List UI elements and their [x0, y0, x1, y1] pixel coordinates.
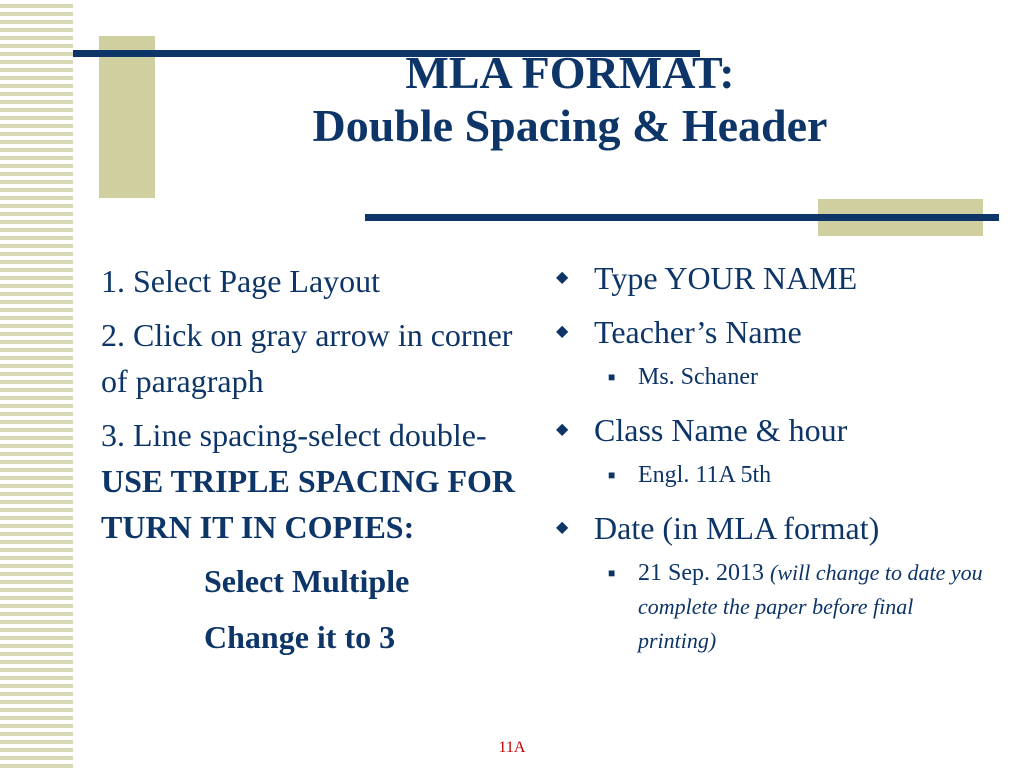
item-text: Teacher’s Name	[594, 314, 802, 350]
list-item	[556, 258, 996, 298]
right-column	[556, 258, 996, 674]
title-line-2: Double Spacing & Header	[312, 100, 828, 151]
slide-title	[200, 46, 940, 152]
diamond-bullet-icon: ◆	[556, 269, 569, 286]
decorative-tan-block-top	[99, 36, 155, 198]
sub-list-item	[556, 458, 996, 492]
indent-line-2: Change it to 3	[204, 619, 396, 655]
sub-list-item	[556, 556, 996, 658]
sub-item-note: (will change to date you complete the paper before final printing)	[638, 560, 983, 653]
footer-label: 11A	[498, 739, 526, 756]
square-bullet-icon: ■	[608, 468, 616, 482]
title-line-1: MLA FORMAT:	[405, 47, 735, 98]
item-text: Type YOUR NAME	[594, 260, 858, 296]
step-1: 1. Select Page Layout	[101, 263, 381, 299]
step-3-text: 3. Line spacing-select double-	[101, 417, 487, 453]
sub-item-text: Engl. 11A 5th	[638, 462, 772, 488]
item-text: Class Name & hour	[594, 412, 848, 448]
diamond-bullet-icon: ◆	[556, 323, 569, 340]
indent-line-1: Select Multiple	[204, 563, 410, 599]
sub-item-text: Ms. Schaner	[638, 364, 758, 390]
item-text: Date (in MLA format)	[594, 510, 880, 546]
step-3-emphasis: USE TRIPLE SPACING FOR TURN IT IN COPIES:	[101, 463, 515, 545]
sub-list-item	[556, 360, 996, 394]
left-column	[101, 258, 521, 670]
diamond-bullet-icon: ◆	[556, 421, 569, 438]
diamond-bullet-icon: ◆	[556, 519, 569, 536]
step-3	[101, 412, 521, 550]
list-item	[556, 410, 996, 450]
step-2: 2. Click on gray arrow in corner of paragraph	[101, 317, 513, 399]
square-bullet-icon: ■	[608, 370, 616, 384]
list-item	[556, 508, 996, 548]
sub-item-text: 21 Sep. 2013	[638, 560, 764, 586]
decorative-rule-bottom	[365, 214, 999, 221]
square-bullet-icon: ■	[608, 566, 616, 580]
list-item	[556, 312, 996, 352]
decorative-stripes	[0, 0, 73, 768]
